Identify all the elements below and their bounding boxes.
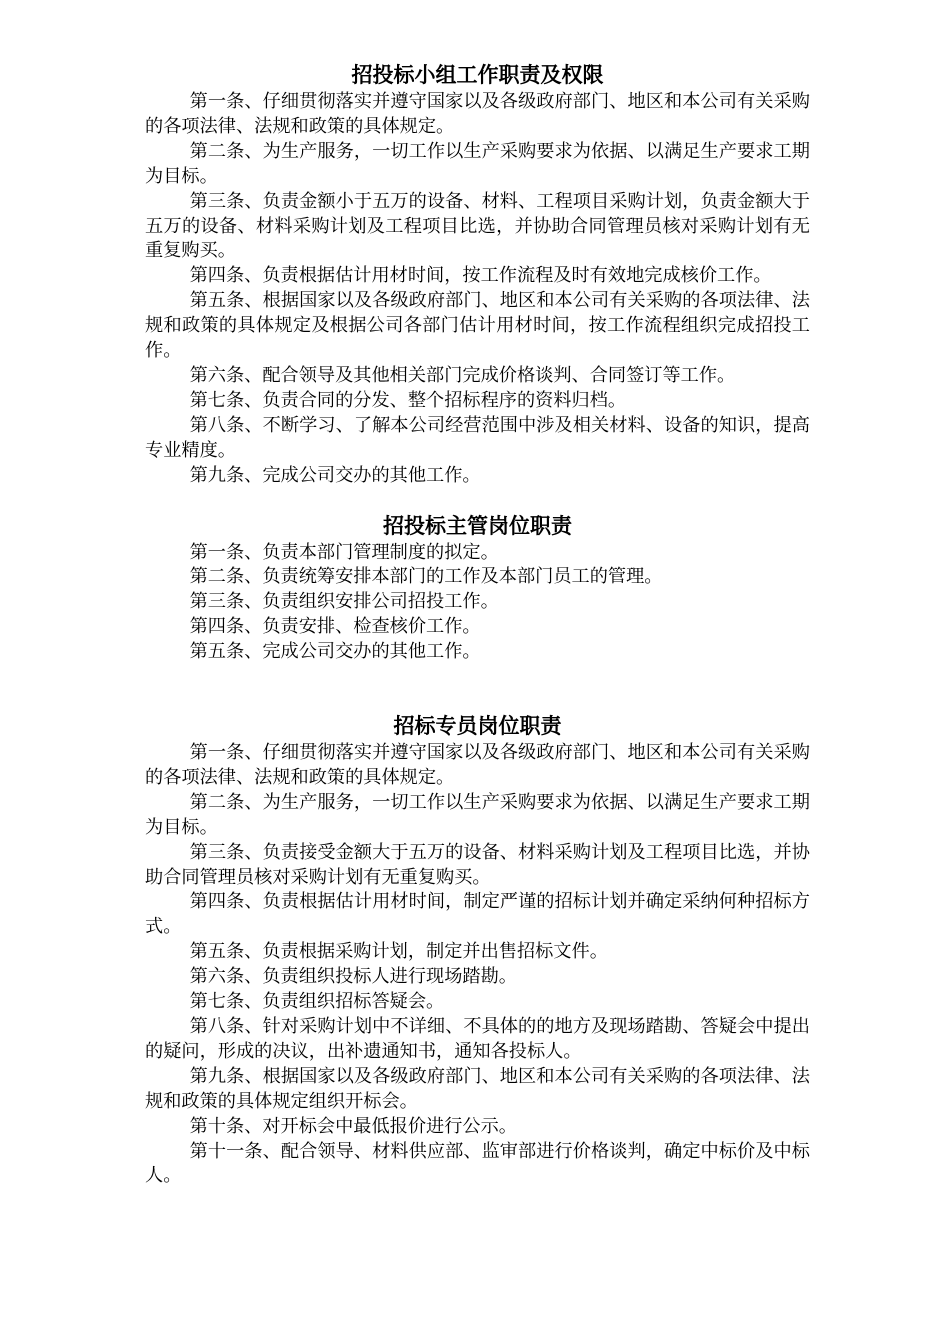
document-page [145, 60, 810, 1189]
paragraph: 第九条、完成公司交办的其他工作。 [189, 464, 481, 486]
paragraph: 第六条、配合领导及其他相关部门完成价格谈判、合同签订等工作。 [189, 364, 736, 386]
paragraph: 第四条、负责安排、检查核价工作。 [189, 616, 481, 638]
paragraph: 第二条、为生产服务，一切工作以生产采购要求为依据、以满足生产要求工期为目标。 [145, 791, 810, 838]
section-bidding-supervisor [145, 511, 810, 666]
paragraph: 第六条、负责组织投标人进行现场踏勘。 [189, 966, 517, 988]
section-spacer [145, 665, 810, 711]
section-title: 招标专员岗位职责 [393, 714, 562, 739]
section-spacer [145, 489, 810, 511]
section-bidding-specialist [145, 711, 810, 1189]
paragraph: 第三条、负责组织安排公司招投工作。 [189, 591, 499, 613]
paragraph: 第八条、不断学习、了解本公司经营范围中涉及相关材料、设备的知识，提高专业精度。 [145, 414, 810, 461]
section-bidding-group [145, 60, 810, 489]
section-title: 招投标主管岗位职责 [383, 513, 572, 538]
paragraph: 第一条、负责本部门管理制度的拟定。 [189, 541, 499, 563]
paragraph: 第十一条、配合领导、材料供应部、监审部进行价格谈判，确定中标价及中标人。 [145, 1140, 810, 1187]
paragraph: 第四条、负责根据估计用材时间，制定严谨的招标计划并确定采纳何种招标方式。 [145, 891, 810, 938]
paragraph: 第一条、仔细贯彻落实并遵守国家以及各级政府部门、地区和本公司有关采购的各项法律、法规和政策的具体规定。 [145, 742, 810, 788]
section-title: 招投标小组工作职责及权限 [351, 63, 604, 87]
paragraph: 第三条、负责接受金额大于五万的设备、材料采购计划及工程项目比选，并协助合同管理员核对采购计划有无重复购买。 [145, 841, 810, 888]
paragraph: 第七条、负责合同的分发、整个招标程序的资料归档。 [189, 389, 627, 411]
paragraph: 第一条、仔细贯彻落实并遵守国家以及各级政府部门、地区和本公司有关采购的各项法律、法规和政策的具体规定。 [145, 91, 810, 137]
paragraph: 第三条、负责金额小于五万的设备、材料、工程项目采购计划，负责金额大于五万的设备、材料采购计划及工程项目比选，并协助合同管理员核对采购计划有无重复购买。 [145, 190, 810, 262]
paragraph: 第九条、根据国家以及各级政府部门、地区和本公司有关采购的各项法律、法规和政策的具体规定组织开标会。 [145, 1065, 810, 1112]
paragraph: 第四条、负责根据估计用材时间，按工作流程及时有效地完成核价工作。 [189, 265, 772, 287]
paragraph: 第五条、负责根据采购计划，制定并出售招标文件。 [189, 941, 608, 963]
paragraph: 第五条、完成公司交办的其他工作。 [189, 641, 481, 663]
paragraph: 第五条、根据国家以及各级政府部门、地区和本公司有关采购的各项法律、法规和政策的具体规定及根据公司各部门估计用材时间，按工作流程组织完成招投工作。 [145, 290, 810, 362]
paragraph: 第七条、负责组织招标答疑会。 [189, 991, 445, 1013]
paragraph: 第十条、对开标会中最低报价进行公示。 [189, 1115, 517, 1137]
paragraph: 第二条、负责统筹安排本部门的工作及本部门员工的管理。 [189, 566, 663, 588]
paragraph: 第二条、为生产服务，一切工作以生产采购要求为依据、以满足生产要求工期为目标。 [145, 140, 810, 187]
paragraph: 第八条、针对采购计划中不详细、不具体的的地方及现场踏勘、答疑会中提出的疑问，形成的决议，出补遗通知书，通知各投标人。 [145, 1016, 810, 1062]
